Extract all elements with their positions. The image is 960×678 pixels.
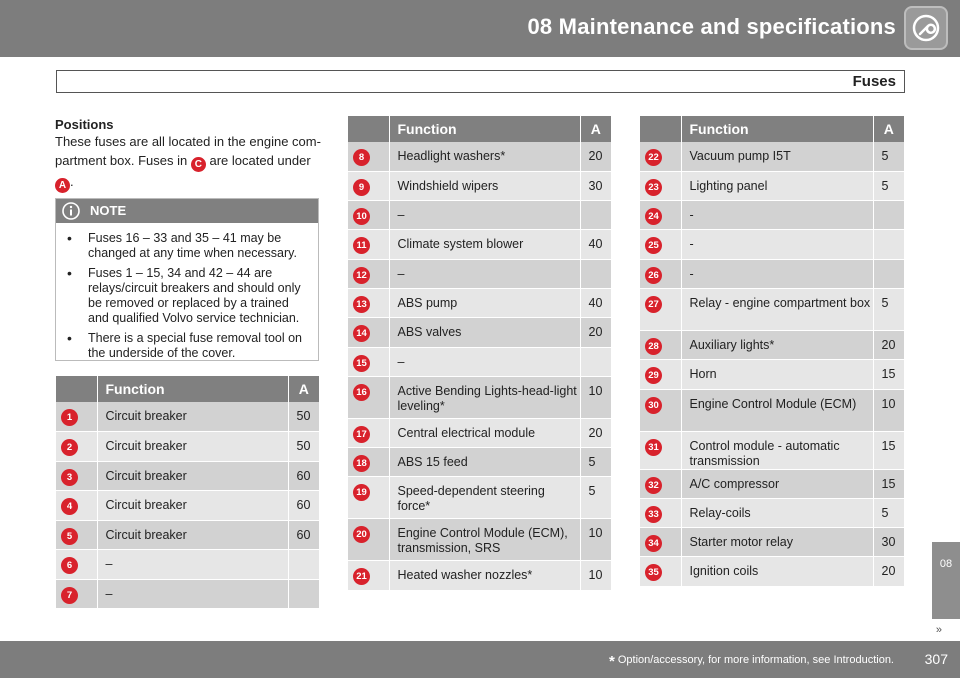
fuse-number-badge: 13	[353, 296, 370, 313]
fuse-function: Circuit breaker	[97, 432, 288, 462]
table-row	[348, 376, 611, 418]
fuse-table-2	[348, 116, 611, 591]
fuse-function: Ignition coils	[681, 557, 873, 586]
fuse-number-badge: 6	[61, 557, 78, 574]
fuse-function: ABS valves	[389, 318, 580, 347]
fuse-function: Auxiliary lights*	[681, 330, 873, 359]
fuse-amperage: 20	[580, 318, 611, 347]
fuse-number-badge: 7	[61, 587, 78, 604]
info-icon	[62, 202, 80, 220]
fuse-number-badge: 21	[353, 568, 370, 585]
table-row	[640, 142, 904, 171]
fuse-number-badge: 34	[645, 535, 662, 552]
table-row	[640, 259, 904, 288]
intro-text-3: .	[70, 174, 74, 189]
fuse-function: Horn	[681, 360, 873, 389]
table-row	[56, 402, 319, 432]
fuse-number-badge: 15	[353, 355, 370, 372]
fuse-function: Speed-dependent steering force*	[389, 477, 580, 519]
fuse-number-cell	[640, 230, 681, 259]
fuse-number-cell	[348, 561, 389, 590]
fuse-number-badge: 24	[645, 208, 662, 225]
table-header-row	[348, 116, 611, 142]
fuse-amperage: 5	[873, 498, 904, 527]
fuse-number-cell	[56, 520, 97, 550]
fuse-amperage: 60	[288, 520, 319, 550]
fuse-amperage	[873, 230, 904, 259]
header-function: Function	[97, 376, 288, 402]
badge-a: A	[55, 178, 70, 193]
fuse-function: Active Bending Lights-head-light leveling*	[389, 376, 580, 418]
fuse-number-badge: 10	[353, 208, 370, 225]
footnote-text: Option/accessory, for more information, see Introduction.	[617, 654, 894, 666]
fuse-number-cell	[348, 142, 389, 171]
fuse-function: –	[389, 201, 580, 230]
fuse-function: Windshield wipers	[389, 171, 580, 200]
header-num-cell	[348, 116, 389, 142]
fuse-function: Relay-coils	[681, 498, 873, 527]
fuse-number-cell	[348, 477, 389, 519]
footnote-asterisk: *	[608, 653, 615, 670]
fuse-amperage: 15	[873, 431, 904, 469]
fuse-number-cell	[640, 171, 681, 200]
fuse-amperage	[580, 259, 611, 288]
fuse-number-cell	[348, 318, 389, 347]
fuse-number-badge: 12	[353, 267, 370, 284]
fuse-number-cell	[640, 259, 681, 288]
table-row	[348, 288, 611, 317]
fuse-amperage	[580, 347, 611, 376]
fuse-amperage: 5	[873, 171, 904, 200]
fuse-amperage: 20	[580, 142, 611, 171]
table-row	[348, 418, 611, 447]
note-item: • Fuses 1 – 15, 34 and 42 – 44 are relays/circuit breakers and should only be removed or replaced by a trained and qualified Volvo service technician.	[88, 266, 310, 326]
fuse-number-badge: 35	[645, 564, 662, 581]
fuse-number-cell	[56, 432, 97, 462]
fuse-number-cell	[640, 528, 681, 557]
fuse-number-badge: 18	[353, 455, 370, 472]
fuse-number-badge: 32	[645, 477, 662, 494]
fuse-amperage	[580, 201, 611, 230]
fuse-amperage: 20	[873, 330, 904, 359]
positions-intro	[55, 117, 323, 193]
chapter-side-tab: 08	[932, 542, 960, 619]
fuse-function: -	[681, 230, 873, 259]
table-row	[640, 171, 904, 200]
fuse-function: Engine Control Module (ECM), transmission, SRS	[389, 519, 580, 561]
fuse-number-badge: 5	[61, 528, 78, 545]
fuse-number-cell	[640, 288, 681, 330]
fuse-number-badge: 19	[353, 484, 370, 501]
fuse-function: A/C compressor	[681, 469, 873, 498]
fuse-number-cell	[348, 376, 389, 418]
fuse-number-badge: 27	[645, 296, 662, 313]
fuse-number-badge: 8	[353, 149, 370, 166]
fuse-number-badge: 14	[353, 325, 370, 342]
fuse-number-badge: 11	[353, 237, 370, 254]
fuse-number-cell	[348, 519, 389, 561]
table-row	[348, 171, 611, 200]
table-row	[56, 461, 319, 491]
fuse-amperage: 50	[288, 432, 319, 462]
fuse-amperage: 5	[873, 142, 904, 171]
table-row	[640, 201, 904, 230]
fuse-number-badge: 28	[645, 338, 662, 355]
table-row	[640, 528, 904, 557]
table-row	[640, 360, 904, 389]
fuse-amperage: 30	[873, 528, 904, 557]
fuse-table-3	[640, 116, 904, 587]
table-row	[56, 491, 319, 521]
fuse-number-cell	[348, 230, 389, 259]
table-row	[348, 561, 611, 590]
fuse-function: ABS 15 feed	[389, 448, 580, 477]
header-num-cell	[56, 376, 97, 402]
fuse-number-cell	[640, 360, 681, 389]
fuse-number-cell	[56, 461, 97, 491]
section-header	[56, 70, 905, 93]
fuse-function: Heated washer nozzles*	[389, 561, 580, 590]
note-item: • Fuses 16 – 33 and 35 – 41 may be changed at any time when necessary.	[88, 231, 310, 261]
header-function: Function	[389, 116, 580, 142]
header-amps: A	[288, 376, 319, 402]
table-row	[348, 519, 611, 561]
fuse-amperage: 10	[580, 376, 611, 418]
table-row	[348, 448, 611, 477]
fuse-number-badge: 26	[645, 267, 662, 284]
table-row	[348, 259, 611, 288]
table-row	[640, 288, 904, 330]
table-row	[56, 579, 319, 609]
fuse-function: Relay - engine compartment box	[681, 288, 873, 330]
note-header	[56, 199, 318, 223]
fuse-amperage	[873, 259, 904, 288]
fuse-amperage: 20	[580, 418, 611, 447]
fuse-number-cell	[348, 448, 389, 477]
fuse-number-cell	[640, 389, 681, 431]
fuse-number-badge: 20	[353, 526, 370, 543]
fuse-number-badge: 4	[61, 498, 78, 515]
fuse-number-badge: 30	[645, 397, 662, 414]
fuse-function: Lighting panel	[681, 171, 873, 200]
fuse-function: Climate system blower	[389, 230, 580, 259]
fuse-amperage	[873, 201, 904, 230]
fuse-number-badge: 22	[645, 149, 662, 166]
fuse-number-cell	[640, 498, 681, 527]
fuse-number-cell	[56, 491, 97, 521]
fuse-number-badge: 29	[645, 367, 662, 384]
fuse-amperage: 20	[873, 557, 904, 586]
table-header-row	[640, 116, 904, 142]
table-row	[348, 318, 611, 347]
fuse-number-cell	[640, 330, 681, 359]
fuse-number-badge: 1	[61, 409, 78, 426]
note-title: NOTE	[90, 203, 127, 218]
fuse-amperage: 5	[873, 288, 904, 330]
fuse-function: Engine Control Module (ECM)	[681, 389, 873, 431]
fuse-number-cell	[348, 171, 389, 200]
fuse-function: –	[389, 259, 580, 288]
fuse-function: Headlight washers*	[389, 142, 580, 171]
footnote	[609, 653, 894, 670]
table-row	[640, 230, 904, 259]
fuse-amperage: 15	[873, 469, 904, 498]
header-amps: A	[580, 116, 611, 142]
fuse-number-cell	[56, 579, 97, 609]
table-row	[640, 469, 904, 498]
table-row	[640, 498, 904, 527]
fuse-number-cell	[348, 288, 389, 317]
fuse-number-badge: 3	[61, 469, 78, 486]
fuse-function: Circuit breaker	[97, 520, 288, 550]
table-row	[56, 550, 319, 580]
fuse-amperage: 60	[288, 491, 319, 521]
fuse-number-cell	[640, 469, 681, 498]
table-row	[348, 477, 611, 519]
fuse-function: Circuit breaker	[97, 491, 288, 521]
fuse-number-cell	[640, 557, 681, 586]
chapter-header-bar	[0, 0, 960, 57]
fuse-amperage: 30	[580, 171, 611, 200]
fuse-number-badge: 2	[61, 439, 78, 456]
fuse-function: Central electrical module	[389, 418, 580, 447]
fuse-function: Vacuum pump I5T	[681, 142, 873, 171]
fuse-amperage: 5	[580, 448, 611, 477]
fuse-number-cell	[56, 402, 97, 432]
note-list	[56, 223, 318, 361]
table-row	[56, 520, 319, 550]
fuse-amperage: 5	[580, 477, 611, 519]
next-page-chevrons: »	[935, 624, 940, 636]
note-item: • There is a special fuse removal tool on the underside of the cover.	[88, 331, 310, 361]
badge-c: C	[191, 157, 206, 172]
fuse-function: –	[97, 550, 288, 580]
table-row	[640, 330, 904, 359]
table-row	[348, 347, 611, 376]
fuse-amperage: 15	[873, 360, 904, 389]
section-title: Fuses	[852, 73, 896, 90]
fuse-function: –	[97, 579, 288, 609]
fuse-function: –	[389, 347, 580, 376]
fuse-amperage: 40	[580, 288, 611, 317]
fuse-number-badge: 16	[353, 384, 370, 401]
fuse-table-1	[56, 376, 319, 609]
footer-bar	[0, 641, 960, 678]
fuse-function: Control module - automatic transmission	[681, 431, 873, 469]
table-row	[348, 201, 611, 230]
fuse-number-cell	[348, 418, 389, 447]
positions-heading: Positions	[55, 117, 114, 132]
fuse-amperage: 50	[288, 402, 319, 432]
fuse-function: ABS pump	[389, 288, 580, 317]
fuse-number-badge: 9	[353, 179, 370, 196]
fuse-function: -	[681, 259, 873, 288]
fuse-number-badge: 17	[353, 426, 370, 443]
fuse-amperage: 10	[580, 519, 611, 561]
fuse-function: Starter motor relay	[681, 528, 873, 557]
chapter-title: 08 Maintenance and specifications	[527, 14, 896, 39]
fuse-number-cell	[56, 550, 97, 580]
header-amps: A	[873, 116, 904, 142]
intro-text-2: are located under	[209, 153, 311, 168]
table-row	[640, 431, 904, 469]
wrench-icon	[904, 6, 948, 50]
fuse-number-cell	[348, 347, 389, 376]
fuse-amperage	[288, 579, 319, 609]
table-row	[56, 432, 319, 462]
fuse-function: Circuit breaker	[97, 402, 288, 432]
header-function: Function	[681, 116, 873, 142]
fuse-amperage: 10	[580, 561, 611, 590]
fuse-number-cell	[640, 142, 681, 171]
fuse-function: Circuit breaker	[97, 461, 288, 491]
fuse-number-cell	[640, 201, 681, 230]
fuse-amperage	[288, 550, 319, 580]
table-row	[348, 142, 611, 171]
fuse-number-badge: 31	[645, 439, 662, 456]
note-box	[55, 198, 319, 361]
table-header-row	[56, 376, 319, 402]
fuse-number-cell	[640, 431, 681, 469]
fuse-amperage: 40	[580, 230, 611, 259]
fuse-number-badge: 23	[645, 179, 662, 196]
page-number: 307	[924, 651, 948, 667]
table-row	[348, 230, 611, 259]
table-row	[640, 389, 904, 431]
fuse-number-badge: 25	[645, 237, 662, 254]
fuse-number-cell	[348, 201, 389, 230]
fuse-number-cell	[348, 259, 389, 288]
table-row	[640, 557, 904, 586]
fuse-number-badge: 33	[645, 506, 662, 523]
fuse-function: -	[681, 201, 873, 230]
header-num-cell	[640, 116, 681, 142]
fuse-amperage: 10	[873, 389, 904, 431]
fuse-amperage: 60	[288, 461, 319, 491]
intro-text-1: These fuses are all located in the engine com-partment box. Fuses in	[55, 134, 321, 168]
